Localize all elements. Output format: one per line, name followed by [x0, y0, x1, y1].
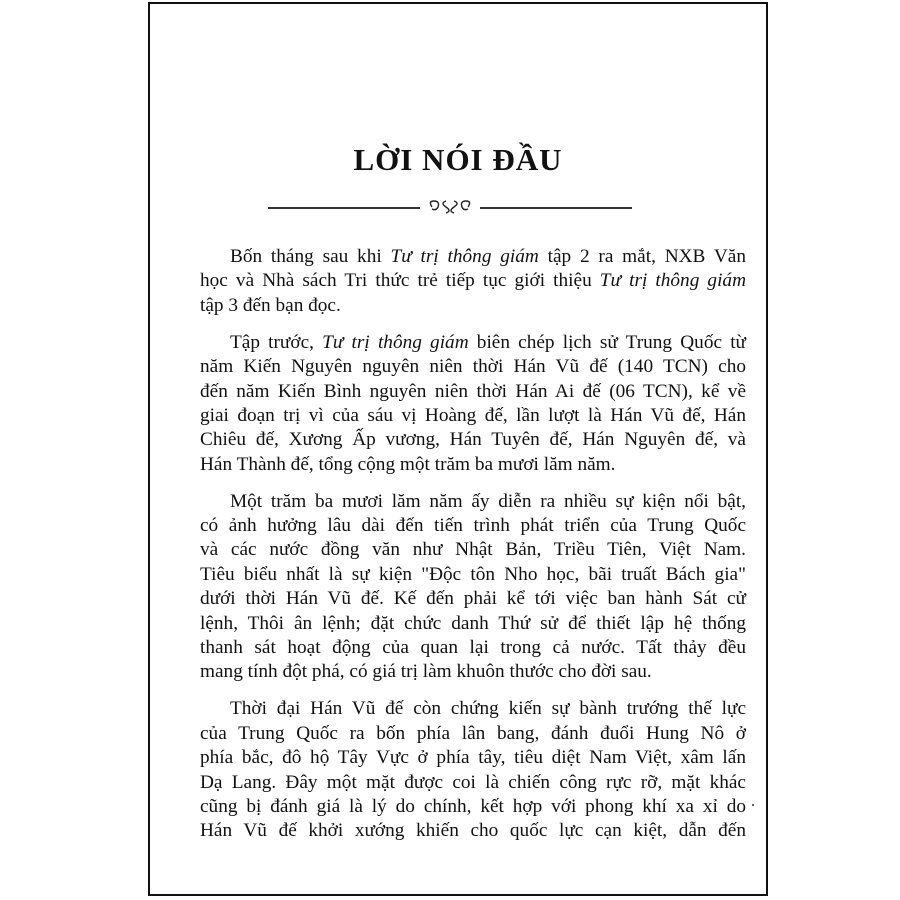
text-segment: Một trăm ba mươi lăm năm ấy diễn ra nhiều sự kiện nổi bật,: [230, 490, 746, 512]
text-line: [200, 269, 746, 293]
text-line: [200, 294, 746, 318]
text-segment: đến năm Kiến Bình nguyên niên thời Hán Ai đế (06 TCN), kể về: [200, 380, 746, 402]
text-segment: biên chép lịch sử Trung Quốc từ: [468, 331, 746, 353]
text-segment: giai đoạn trị vì của sáu vị Hoàng đế, lần lượt là Hán Vũ đế, Hán: [200, 404, 746, 426]
paragraph-gap: [200, 477, 746, 490]
text-segment: Chiêu đế, Xương Ấp vương, Hán Tuyên đế, Hán Nguyên đế, và: [200, 429, 746, 451]
text-segment: Hán Vũ đế khởi xướng khiến cho quốc lực cạn kiệt, dẫn đến: [200, 820, 746, 842]
text-segment: Bốn tháng sau khi: [230, 246, 391, 267]
text-line: [200, 563, 746, 587]
text-line: [200, 612, 746, 636]
text-line: [200, 746, 746, 770]
text-segment: học và Nhà sách Tri thức trẻ tiếp tục giới thiệu: [200, 270, 600, 292]
paragraph: [200, 490, 746, 685]
book-title-italic: Tư trị thông giám: [390, 246, 539, 267]
preface-body: [200, 245, 746, 844]
text-line: [200, 453, 746, 477]
text-line: [200, 722, 746, 746]
text-segment: của Trung Quốc ra bốn phía lân bang, đánh đuổi Hung Nô ở: [200, 722, 746, 744]
text-line: [200, 428, 746, 452]
text-line: [200, 380, 746, 404]
text-segment: lệnh, Thôi ân lệnh; đặt chức danh Thứ sử để thiết lập hệ thống: [200, 612, 746, 634]
text-line: [200, 660, 746, 684]
text-segment: Tiêu biểu nhất là sự kiện "Độc tôn Nho học, bãi truất Bách gia": [200, 563, 746, 585]
book-title-italic: Tư trị thông giám: [322, 331, 469, 353]
text-segment: năm Kiến Nguyên nguyên niên thời Hán Vũ đế (140 TCN) cho: [200, 356, 746, 378]
text-segment: thanh sát hoạt động của quan lại trong cả nước. Tất thảy đều: [200, 637, 746, 659]
text-line: [200, 538, 746, 562]
text-segment: Dạ Lang. Đây một mặt được coi là chiến công rực rỡ, mặt khác: [200, 771, 746, 793]
paragraph: [200, 697, 746, 843]
ornament-rule-left: [268, 207, 420, 209]
text-line: [200, 331, 746, 355]
text-segment: có ảnh hưởng lâu dài đến tiến trình phát triển của Trung Quốc: [200, 515, 746, 537]
scan-speck: [752, 804, 754, 806]
text-line: [200, 819, 746, 843]
ornament-rule-right: [480, 207, 632, 209]
paragraph-gap: [200, 685, 746, 698]
text-segment: phía bắc, đô hộ Tây Vực ở phía tây, tiêu diệt Nam Việt, xâm lấn: [200, 747, 746, 769]
text-line: [200, 587, 746, 611]
text-line: [200, 636, 746, 660]
paragraph: [200, 245, 746, 318]
ornament-flourish-icon: [420, 196, 480, 221]
page-title: LỜI NÓI ĐẦU: [353, 142, 563, 177]
text-segment: tập 2 ra mắt, NXB Văn: [538, 246, 746, 267]
text-segment: Hán Thành đế, tổng cộng một trăm ba mươi lăm năm.: [200, 453, 616, 475]
paragraph-gap: [200, 318, 746, 331]
text-line: [200, 795, 746, 819]
text-line: [200, 490, 746, 514]
text-line: [200, 245, 746, 269]
text-segment: mang tính đột phá, có giá trị làm khuôn thước cho đời sau.: [200, 661, 652, 683]
paragraph: [200, 331, 746, 477]
title-ornament: [268, 198, 632, 218]
book-title-italic: Tư trị thông giám: [599, 270, 746, 292]
text-line: [200, 355, 746, 379]
text-segment: Thời đại Hán Vũ đế còn chứng kiến sự bành trướng thế lực: [230, 698, 746, 720]
text-segment: tập 3 đến bạn đọc.: [200, 294, 341, 316]
text-segment: và các nước đồng văn như Nhật Bản, Triều Tiên, Việt Nam.: [200, 539, 746, 561]
text-line: [200, 404, 746, 428]
text-line: [200, 514, 746, 538]
text-segment: Tập trước,: [230, 331, 323, 353]
text-line: [200, 697, 746, 721]
text-line: [200, 771, 746, 795]
text-segment: cũng bị đánh giá là lý do chính, kết hợp với phong khí xa xỉ do: [200, 795, 746, 817]
text-segment: dưới thời Hán Vũ đế. Kế đến phải kể tới việc ban hành Sát cử: [200, 588, 746, 610]
